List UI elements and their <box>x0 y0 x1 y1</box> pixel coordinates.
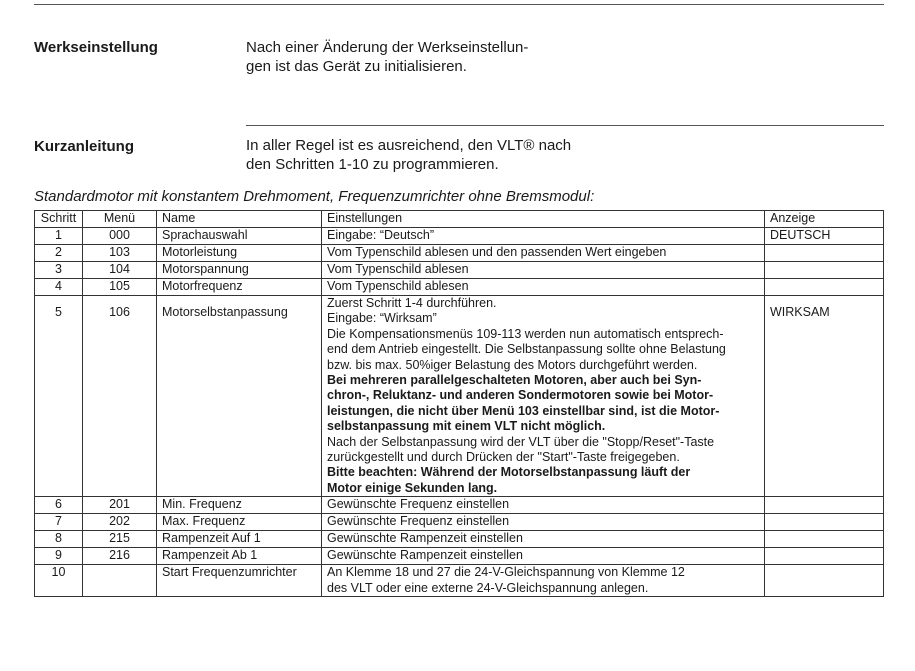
cell-menu: 216 <box>83 548 157 565</box>
table-row <box>35 296 884 497</box>
setting-line: Bei mehreren parallelgeschalteten Motoren, aber auch bei Syn- <box>327 373 702 388</box>
cell-name: Motorfrequenz <box>157 279 322 296</box>
table-caption: Standardmotor mit konstantem Drehmoment, Frequenzumrichter ohne Bremsmodul: <box>34 188 595 205</box>
cell-name: Motorleistung <box>157 245 322 262</box>
cell-name: Start Frequenzumrichter <box>157 565 322 597</box>
cell-name: Sprachauswahl <box>157 228 322 245</box>
table-row <box>35 548 884 565</box>
cell-step: 3 <box>35 262 83 279</box>
cell-display <box>765 279 884 296</box>
table-row <box>35 245 884 262</box>
cell-step: 4 <box>35 279 83 296</box>
section-text-kurzanleitung <box>246 136 571 174</box>
cell-step: 9 <box>35 548 83 565</box>
cell-menu: 105 <box>83 279 157 296</box>
cell-step: 2 <box>35 245 83 262</box>
text-line: Nach einer Änderung der Werkseinstellun- <box>246 39 529 56</box>
cell-setting <box>322 296 765 497</box>
header-einstellungen: Einstellungen <box>322 211 765 228</box>
setting-line: zurückgestellt und durch Drücken der "Start"-Taste freigegeben. <box>327 450 680 465</box>
table-row <box>35 514 884 531</box>
cell-menu: 103 <box>83 245 157 262</box>
header-menu: Menü <box>83 211 157 228</box>
table-row <box>35 531 884 548</box>
cell-display <box>765 262 884 279</box>
cell-setting: Eingabe: “Deutsch” <box>322 228 765 245</box>
setting-line: selbstanpassung mit einem VLT nicht möglich. <box>327 419 606 434</box>
table-row <box>35 279 884 296</box>
section-rule <box>246 125 884 126</box>
cell-setting: Gewünschte Rampenzeit einstellen <box>322 531 765 548</box>
setting-line: Eingabe: “Wirksam” <box>327 311 437 326</box>
cell-display <box>765 245 884 262</box>
top-rule <box>34 4 884 5</box>
cell-step: 6 <box>35 497 83 514</box>
cell-step: 1 <box>35 228 83 245</box>
cell-step: 7 <box>35 514 83 531</box>
cell-setting: Gewünschte Frequenz einstellen <box>322 514 765 531</box>
setting-line: Nach der Selbstanpassung wird der VLT über die "Stopp/Reset"-Taste <box>327 434 715 449</box>
text-line: den Schritten 1-10 zu programmieren. <box>246 156 499 173</box>
section-text-werkseinstellung <box>246 38 528 76</box>
cell-menu <box>83 565 157 597</box>
cell-name: Motorselbstanpassung <box>157 296 322 497</box>
setting-line: Zuerst Schritt 1-4 durchführen. <box>327 296 497 310</box>
section-heading-kurzanleitung: Kurzanleitung <box>34 138 134 155</box>
cell-step: 5 <box>35 296 83 497</box>
header-schritt: Schritt <box>35 211 83 228</box>
cell-menu: 201 <box>83 497 157 514</box>
cell-menu: 202 <box>83 514 157 531</box>
cell-step: 10 <box>35 565 83 597</box>
cell-menu: 106 <box>83 296 157 497</box>
cell-display <box>765 565 884 597</box>
header-anzeige: Anzeige <box>765 211 884 228</box>
cell-name: Max. Frequenz <box>157 514 322 531</box>
cell-display: DEUTSCH <box>765 228 884 245</box>
cell-menu: 000 <box>83 228 157 245</box>
cell-menu: 215 <box>83 531 157 548</box>
cell-step: 8 <box>35 531 83 548</box>
cell-setting: Vom Typenschild ablesen <box>322 262 765 279</box>
section-heading-werkseinstellung: Werkseinstellung <box>34 39 158 56</box>
cell-display <box>765 497 884 514</box>
text-line: gen ist das Gerät zu initialisieren. <box>246 58 467 75</box>
table-row <box>35 262 884 279</box>
setting-line: leistungen, die nicht über Menü 103 einstellbar sind, ist die Motor- <box>327 403 720 418</box>
table-header-row <box>35 211 884 228</box>
cell-setting: Gewünschte Rampenzeit einstellen <box>322 548 765 565</box>
cell-setting: Gewünschte Frequenz einstellen <box>322 497 765 514</box>
table-body <box>35 228 884 597</box>
cell-display <box>765 531 884 548</box>
header-name: Name <box>157 211 322 228</box>
programming-table <box>34 210 884 597</box>
cell-name: Rampenzeit Ab 1 <box>157 548 322 565</box>
cell-name: Min. Frequenz <box>157 497 322 514</box>
cell-name: Motorspannung <box>157 262 322 279</box>
cell-name: Rampenzeit Auf 1 <box>157 531 322 548</box>
cell-setting: Vom Typenschild ablesen und den passenden Wert eingeben <box>322 245 765 262</box>
setting-line: end dem Antrieb eingestellt. Die Selbstanpassung sollte ohne Belastung <box>327 342 726 357</box>
table-row <box>35 228 884 245</box>
cell-menu: 104 <box>83 262 157 279</box>
cell-display: WIRKSAM <box>765 296 884 497</box>
cell-setting: Vom Typenschild ablesen <box>322 279 765 296</box>
text-line: In aller Regel ist es ausreichend, den VLT® nach <box>246 137 572 154</box>
cell-setting <box>322 565 765 597</box>
setting-line: chron-, Reluktanz- und anderen Sondermotoren sowie bei Motor- <box>327 388 714 403</box>
table-row <box>35 565 884 597</box>
table-row <box>35 497 884 514</box>
setting-line: des VLT oder eine externe 24-V-Gleichspannung anlegen. <box>327 580 649 595</box>
setting-line: Die Kompensationsmenüs 109-113 werden nun automatisch entsprech- <box>327 326 724 341</box>
setting-line: Bitte beachten: Während der Motorselbstanpassung läuft der <box>327 465 691 480</box>
setting-line: Motor einige Sekunden lang. <box>327 480 498 495</box>
cell-display <box>765 514 884 531</box>
setting-line: An Klemme 18 und 27 die 24-V-Gleichspannung von Klemme 12 <box>327 565 685 580</box>
cell-display <box>765 548 884 565</box>
setting-line: bzw. bis max. 50%iger Belastung des Motors durchgeführt werden. <box>327 357 698 372</box>
